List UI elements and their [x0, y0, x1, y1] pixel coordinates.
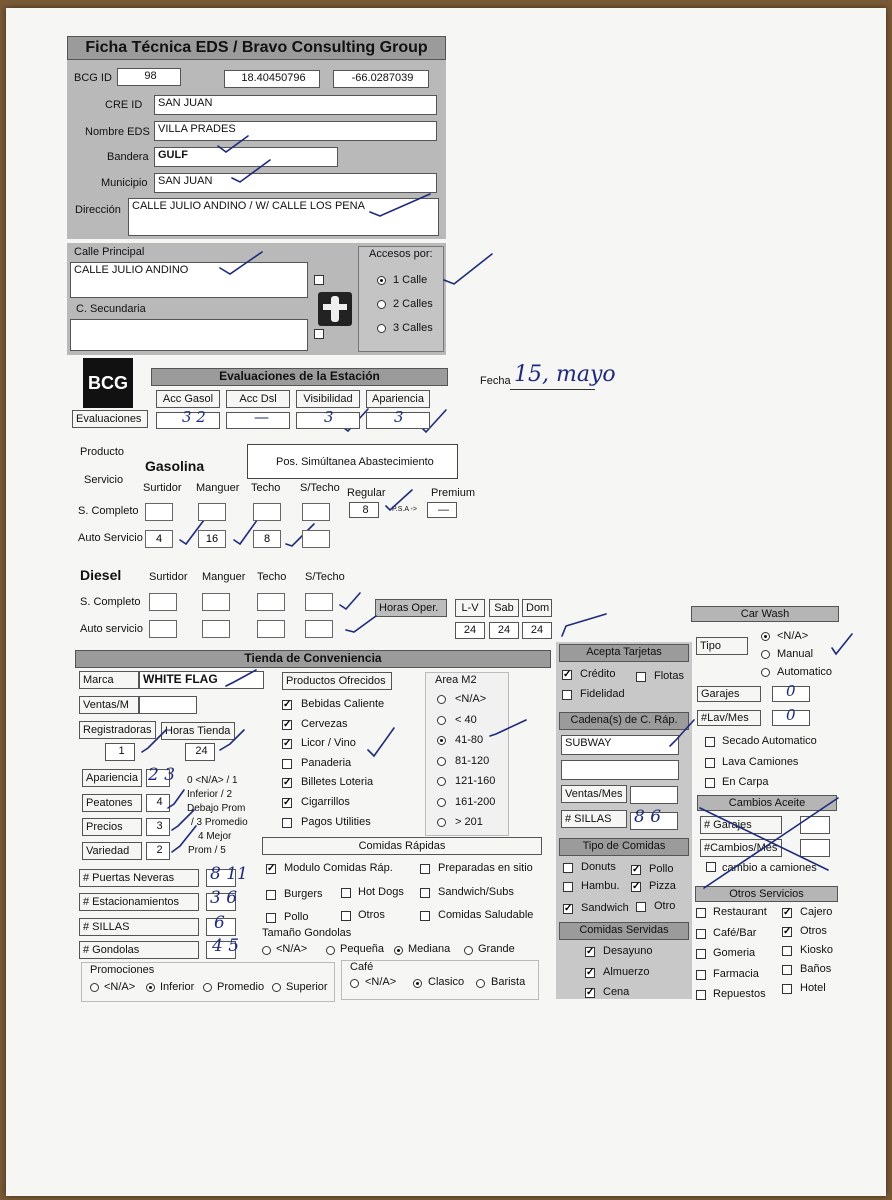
tienda-header: Tienda de Conveniencia: [75, 650, 551, 668]
bandera-label: Bandera: [107, 151, 149, 163]
scale-text-3: Debajo Prom: [187, 803, 246, 814]
scale-text-4: / 3 Promedio: [191, 817, 248, 828]
servida-label-cena: Cena: [603, 986, 630, 998]
precios-label: Precios: [82, 818, 142, 836]
tipo-comida-checkbox-sandwich[interactable]: ✓: [564, 903, 573, 914]
servida-label-desayuno: Desayuno: [603, 945, 653, 957]
puertas-neveras-label: # Puertas Neveras: [79, 869, 199, 887]
ventas-m-label: Ventas/M: [79, 696, 139, 714]
scale-text-6: Prom / 5: [188, 845, 226, 856]
area-radio-5[interactable]: [437, 777, 446, 786]
promociones-label: Promociones: [90, 964, 155, 976]
promo-option-n-a: <N/A>: [104, 981, 136, 993]
cafe-radio-barista[interactable]: [476, 979, 485, 988]
premium-label: Premium: [431, 487, 476, 499]
otros-checkbox-ba-os[interactable]: [782, 965, 792, 975]
regular-field[interactable]: 8: [349, 502, 379, 518]
promo-radio-superior[interactable]: [272, 983, 281, 992]
otros-label-otros: Otros: [800, 925, 827, 937]
car-wash-checkbox-lava-camiones[interactable]: [705, 758, 715, 768]
area-radio-3[interactable]: [437, 736, 446, 745]
accesos-radio-3[interactable]: [377, 324, 386, 333]
gas-cell-0-2[interactable]: [253, 503, 281, 521]
comida-rapida-checkbox-preparadas-en-sitio[interactable]: [420, 864, 430, 874]
comida-rapida-checkbox-otros[interactable]: [341, 911, 351, 921]
car-wash-check-label-lava-camiones: Lava Camiones: [722, 755, 799, 768]
ventas-mes-label: Ventas/Mes: [561, 785, 627, 803]
estacionamientos-label: # Estacionamientos: [79, 893, 199, 911]
area-option-3: 41-80: [455, 734, 484, 746]
otros-label-caf-bar: Café/Bar: [713, 926, 757, 939]
cambios-garajes-field[interactable]: [800, 816, 830, 834]
car-wash-tipo-radio-manual[interactable]: [761, 650, 770, 659]
producto-checkbox-bebidas-caliente[interactable]: ✓: [283, 699, 292, 710]
cambios-garajes-label: # Garajes: [700, 816, 782, 834]
tipo-comida-label-otro: Otro: [654, 900, 676, 912]
diesel-title: Diesel: [80, 567, 122, 583]
eval-col-acc-gasol: Acc Gasol: [156, 390, 220, 408]
diesel-col-techo: Techo: [257, 571, 287, 583]
promo-option-inferior: Inferior: [160, 981, 195, 993]
promo-radio-promedio[interactable]: [203, 983, 212, 992]
gasolina-title: Gasolina: [145, 458, 205, 474]
accesos-option-1: 1 Calle: [393, 274, 428, 286]
registradoras-field[interactable]: 1: [105, 743, 135, 761]
tamano-radio-mediana[interactable]: [394, 946, 403, 955]
producto-label-cervezas: Cervezas: [301, 717, 348, 730]
car-wash-checkbox-en-carpa[interactable]: [705, 778, 715, 788]
area-radio-6[interactable]: [437, 798, 446, 807]
tarjeta-checkbox-cr-dito[interactable]: ✓: [563, 669, 572, 680]
comida-rapida-checkbox-hot-dogs[interactable]: [341, 888, 351, 898]
area-radio-7[interactable]: [437, 818, 446, 827]
tamano-option-peque-a: Pequeña: [340, 943, 385, 955]
tamano-radio-peque-a[interactable]: [326, 946, 335, 955]
calle-principal-label: Calle Principal: [74, 246, 145, 258]
variedad-label: Variedad: [82, 842, 142, 860]
bandera-field[interactable]: GULF: [154, 147, 338, 167]
comida-rapida-label-hot-dogs: Hot Dogs: [358, 886, 404, 898]
tipo-comida-checkbox-hambu[interactable]: [563, 882, 573, 892]
tipo-comida-label-sandwich: Sandwich: [581, 902, 629, 914]
car-wash-check-label-secado-automatico: Secado Automatico: [722, 735, 817, 747]
comida-rapida-label-preparadas-en-sitio: Preparadas en sitio: [438, 862, 533, 874]
otros-checkbox-gomeria[interactable]: [696, 949, 706, 959]
cambio-camiones-checkbox[interactable]: [706, 862, 716, 872]
cambios-mes-label: #Cambios/Mes: [700, 839, 782, 857]
cambio-camiones-label: cambio a camiones: [722, 862, 817, 874]
otros-label-gomeria: Gomeria: [713, 947, 756, 959]
car-wash-checkbox-secado-automatico[interactable]: [705, 737, 715, 747]
otros-label-ba-os: Baños: [800, 963, 832, 975]
productos-header: Productos Ofrecidos: [282, 672, 392, 690]
dia-l-v: L-V: [455, 599, 485, 617]
servida-checkbox-desayuno[interactable]: ✓: [586, 946, 595, 957]
cadena-field-2[interactable]: [561, 760, 679, 780]
tarjeta-label-flotas: Flotas: [654, 670, 684, 682]
eval-col-apariencia: Apariencia: [366, 390, 430, 408]
gas-cell-0-0[interactable]: [145, 503, 173, 521]
cadena-sillas-label: # SILLAS: [561, 810, 627, 828]
ventas-m-field[interactable]: [139, 696, 197, 714]
diesel-row-s-completo: S. Completo: [80, 596, 141, 608]
car-wash-tipo-radio-n-a[interactable]: [761, 632, 770, 641]
bcg-id-label: BCG ID: [74, 72, 112, 84]
otros-label-restaurant: Restaurant: [713, 906, 767, 918]
calle-secundaria-field[interactable]: [70, 319, 308, 351]
gas-col-manguer: Manguer: [196, 482, 240, 494]
scale-text-2: Inferior / 2: [187, 789, 233, 800]
eval-col-visibilidad: Visibilidad: [296, 390, 360, 408]
comidas-servidas-header: Comidas Servidas: [559, 922, 689, 940]
nombre-field[interactable]: VILLA PRADES: [154, 121, 437, 141]
tamano-option-mediana: Mediana: [408, 943, 451, 955]
diesel-row-auto-servicio: Auto servicio: [80, 623, 143, 635]
gas-cell-0-1[interactable]: [198, 503, 226, 521]
accesos-option-2: 2 Calles: [393, 298, 433, 310]
latitude-field[interactable]: 18.40450796: [224, 70, 320, 88]
calle-secundaria-label: C. Secundaria: [76, 303, 146, 315]
car-wash-header: Car Wash: [691, 606, 839, 622]
precios-field[interactable]: 3: [146, 818, 170, 836]
horas-tienda-label: Horas Tienda: [161, 722, 235, 740]
area-option-1: <N/A>: [455, 693, 487, 705]
regular-label: Regular: [347, 487, 386, 499]
producto-label-bebidas-caliente: Bebidas Caliente: [301, 698, 385, 710]
eval-handwritten-apariencia: 3: [394, 408, 404, 426]
comida-rapida-checkbox-pollo[interactable]: [266, 913, 276, 923]
cafe-option-n-a: <N/A>: [365, 976, 397, 988]
peatones-label: Peatones: [82, 794, 142, 812]
estacionamientos-value: 3 6: [210, 888, 238, 908]
secundaria-checkbox[interactable]: [314, 329, 324, 339]
servicio-label: Servicio: [84, 474, 124, 486]
accesos-radio-2[interactable]: [377, 300, 386, 309]
comida-rapida-checkbox-comidas-saludable[interactable]: [420, 911, 430, 921]
gas-cell-1-1[interactable]: 16: [198, 530, 226, 548]
gondolas-value: 4 5: [212, 936, 240, 956]
producto-checkbox-billetes-loteria[interactable]: ✓: [283, 777, 292, 789]
accesos-radio-1[interactable]: [377, 276, 386, 285]
diesel-col-s-techo: S/Techo: [305, 571, 345, 583]
area-radio-1[interactable]: [437, 695, 446, 704]
fecha-label: Fecha: [480, 375, 511, 387]
horas-tienda-field[interactable]: 24: [185, 743, 215, 761]
diesel-cell-0-3[interactable]: [305, 593, 333, 611]
marca-field[interactable]: WHITE FLAG: [139, 671, 264, 689]
cafe-radio-n-a[interactable]: [350, 979, 359, 988]
eval-handwritten-visibilidad: 3: [324, 408, 334, 426]
otros-checkbox-cajero[interactable]: ✓: [783, 907, 792, 918]
eval-handwritten-acc-dsl: —: [254, 408, 269, 426]
tamano-label: Tamaño Gondolas: [262, 927, 352, 939]
comida-rapida-checkbox-modulo-comidas-r-p[interactable]: ✓: [267, 863, 276, 874]
car-wash-tipo-label: Tipo: [696, 637, 748, 655]
tipo-comida-checkbox-pollo[interactable]: ✓: [632, 864, 641, 875]
diesel-col-manguer: Manguer: [202, 571, 246, 583]
cadena-header: Cadena(s) de C. Ráp.: [559, 712, 689, 730]
evaluaciones-header: Evaluaciones de la Estación: [151, 368, 448, 386]
form-title: Ficha Técnica EDS / Bravo Consulting Group: [67, 36, 446, 60]
tarjeta-checkbox-fidelidad[interactable]: [562, 690, 572, 700]
gas-cell-1-0[interactable]: 4: [145, 530, 173, 548]
municipio-label: Municipio: [101, 177, 148, 189]
comida-rapida-label-burgers: Burgers: [284, 888, 323, 900]
diesel-cell-0-1[interactable]: [202, 593, 230, 611]
nombre-label: Nombre EDS: [85, 126, 150, 138]
lav-mes-label: #Lav/Mes: [697, 710, 761, 726]
direccion-label: Dirección: [75, 204, 121, 216]
fecha-underline: [510, 389, 595, 390]
gas-col-surtidor: Surtidor: [143, 482, 182, 494]
gas-row-auto-servicio: Auto Servicio: [78, 532, 143, 544]
eval-handwritten-acc-gasol: 3 2: [182, 408, 206, 426]
otros-checkbox-repuestos[interactable]: [696, 990, 706, 1000]
tipo-comidas-header: Tipo de Comidas: [559, 838, 689, 856]
otros-label-repuestos: Repuestos: [713, 988, 766, 1000]
comida-rapida-label-modulo-comidas-r-p: Modulo Comidas Ráp.: [284, 862, 393, 874]
diesel-cell-1-1[interactable]: [202, 620, 230, 638]
gas-col-s-techo: S/Techo: [300, 482, 340, 494]
otros-label-cajero: Cajero: [800, 906, 833, 918]
tamano-radio-grande[interactable]: [464, 946, 473, 955]
dia-sab: Sab: [489, 599, 519, 617]
tipo-comida-label-pizza: Pizza: [649, 880, 676, 892]
tienda-sillas-value: 6: [214, 913, 225, 933]
fecha-handwritten: 15, mayo: [514, 362, 616, 387]
car-wash-tipo-option-n-a: <N/A>: [777, 630, 809, 642]
area-option-4: 81-120: [455, 754, 490, 767]
car-wash-check-label-en-carpa: En Carpa: [722, 776, 769, 788]
municipio-field[interactable]: SAN JUAN: [154, 173, 437, 193]
cafe-label: Café: [350, 961, 374, 973]
otros-checkbox-restaurant[interactable]: [696, 908, 706, 918]
diesel-cell-1-0[interactable]: [149, 620, 177, 638]
apariencia-label: Apariencia: [82, 769, 142, 787]
accesos-label: Accesos por:: [369, 248, 433, 260]
diesel-col-surtidor: Surtidor: [149, 571, 188, 583]
tarjeta-label-cr-dito: Crédito: [580, 668, 616, 680]
otros-checkbox-hotel[interactable]: [782, 984, 792, 994]
tamano-radio-n-a[interactable]: [262, 946, 271, 955]
otros-checkbox-otros[interactable]: ✓: [783, 926, 792, 937]
horas-sab[interactable]: 24: [489, 622, 519, 639]
cadena-field[interactable]: SUBWAY: [561, 735, 679, 755]
promo-radio-n-a[interactable]: [90, 983, 99, 992]
area-option-6: 161-200: [455, 795, 496, 808]
area-radio-4[interactable]: [437, 757, 446, 766]
tipo-comida-label-donuts: Donuts: [581, 861, 616, 873]
bcg-id-field[interactable]: 98: [117, 68, 181, 86]
otros-label-hotel: Hotel: [800, 982, 826, 994]
direccion-field[interactable]: CALLE JULIO ANDINO / W/ CALLE LOS PENA: [128, 198, 439, 236]
servida-checkbox-almuerzo[interactable]: ✓: [586, 966, 595, 978]
cre-id-field[interactable]: SAN JUAN: [154, 95, 437, 115]
servida-checkbox-cena[interactable]: ✓: [586, 987, 595, 998]
otros-servicios-header: Otros Servicios: [695, 886, 838, 902]
cre-id-label: CRE ID: [105, 99, 143, 111]
longitude-field[interactable]: -66.0287039: [333, 70, 429, 88]
servida-label-almuerzo: Almuerzo: [603, 965, 650, 978]
pos-simultanea-label: Pos. Simúltanea Abastecimiento: [276, 456, 434, 468]
peatones-field[interactable]: 4: [146, 794, 170, 812]
area-option-5: 121-160: [455, 775, 496, 787]
otros-checkbox-farmacia[interactable]: [696, 970, 706, 980]
car-wash-tipo-radio-automatico[interactable]: [761, 668, 770, 677]
gondolas-label: # Gondolas: [79, 941, 199, 959]
diesel-cell-1-3[interactable]: [305, 620, 333, 638]
comida-rapida-label-otros: Otros: [358, 909, 385, 921]
otros-label-kiosko: Kiosko: [800, 944, 834, 956]
tipo-comida-checkbox-otro[interactable]: [636, 902, 646, 912]
promo-option-promedio: Promedio: [217, 981, 265, 993]
principal-checkbox[interactable]: [314, 275, 324, 285]
producto-label-licor-vino: Licor / Vino: [301, 737, 356, 750]
premium-field[interactable]: —: [427, 502, 457, 518]
producto-checkbox-cervezas[interactable]: ✓: [283, 718, 292, 730]
tipo-comida-checkbox-donuts[interactable]: [563, 863, 573, 873]
producto-checkbox-pagos-utilities[interactable]: [282, 818, 292, 828]
dia-dom: Dom: [522, 599, 552, 617]
producto-label-billetes-loteria: Billetes Loteria: [301, 776, 374, 789]
car-wash-tipo-option-manual: Manual: [777, 648, 814, 660]
horas-dom[interactable]: 24: [522, 622, 552, 639]
scale-text-5: 4 Mejor: [198, 831, 232, 842]
diesel-cell-0-0[interactable]: [149, 593, 177, 611]
cambios-mes-field[interactable]: [800, 839, 830, 857]
cafe-option-barista: Barista: [491, 976, 526, 988]
cadena-sillas-value: 8 6: [634, 807, 662, 827]
car-wash-tipo-option-automatico: Automatico: [777, 666, 833, 678]
horas-l-v[interactable]: 24: [455, 622, 485, 639]
otros-checkbox-caf-bar[interactable]: [696, 929, 706, 939]
diesel-cell-0-2[interactable]: [257, 593, 285, 611]
gas-col-techo: Techo: [251, 482, 281, 494]
tipo-comida-checkbox-pizza[interactable]: ✓: [632, 881, 641, 892]
otros-label-farmacia: Farmacia: [713, 967, 759, 980]
calle-principal-field[interactable]: CALLE JULIO ANDINO: [70, 262, 308, 298]
traffic-light-icon: [318, 292, 352, 326]
cambios-aceite-header: Cambios Aceite: [697, 795, 837, 811]
producto-label-pagos-utilities: Pagos Utilities: [301, 815, 371, 828]
accesos-option-3: 3 Calles: [393, 322, 433, 334]
area-option-7: > 201: [455, 816, 483, 828]
cafe-option-clasico: Clasico: [428, 976, 465, 988]
producto-checkbox-licor-vino[interactable]: ✓: [283, 738, 292, 750]
gas-cell-1-2[interactable]: 8: [253, 530, 281, 548]
comida-rapida-label-comidas-saludable: Comidas Saludable: [438, 909, 534, 921]
producto-checkbox-cigarrillos[interactable]: ✓: [283, 797, 292, 808]
tienda-sillas-label: # SILLAS: [79, 918, 199, 936]
otros-checkbox-kiosko[interactable]: [782, 946, 792, 956]
area-radio-2[interactable]: [437, 716, 446, 725]
area-label: Area M2: [435, 674, 477, 686]
comida-rapida-label-sandwich-subs: Sandwich/Subs: [438, 886, 514, 898]
diesel-cell-1-2[interactable]: [257, 620, 285, 638]
tamano-option-n-a: <N/A>: [276, 943, 308, 955]
car-wash-garajes-label: Garajes: [697, 686, 761, 702]
tarjeta-checkbox-flotas[interactable]: [636, 672, 646, 682]
psa-arrow: P.S.A ->: [392, 506, 417, 513]
tipo-comida-label-hambu: Hambu.: [581, 880, 620, 892]
area-option-2: < 40: [455, 713, 477, 726]
eval-col-acc-dsl: Acc Dsl: [226, 390, 290, 408]
comida-rapida-checkbox-burgers[interactable]: [266, 890, 276, 900]
apariencia-value: 2 3: [148, 765, 176, 785]
producto-label-cigarrillos: Cigarrillos: [301, 796, 350, 808]
registradoras-label: Registradoras: [79, 721, 156, 739]
producto-label-panaderia: Panaderia: [301, 756, 352, 769]
promo-radio-inferior[interactable]: [146, 983, 155, 992]
marca-label: Marca: [79, 671, 139, 689]
gas-cell-1-3[interactable]: [302, 530, 330, 548]
scale-text-1: 0 <N/A> / 1: [187, 775, 238, 786]
producto-label: Producto: [80, 446, 125, 458]
tipo-comida-label-pollo: Pollo: [649, 863, 674, 875]
producto-checkbox-panaderia[interactable]: [282, 759, 292, 769]
variedad-field[interactable]: 2: [146, 842, 170, 860]
lav-mes-value: 0: [786, 706, 796, 724]
cafe-radio-clasico[interactable]: [413, 979, 422, 988]
promo-option-superior: Superior: [286, 981, 328, 993]
horas-oper-label: Horas Oper.: [375, 599, 447, 617]
tarjetas-header: Acepta Tarjetas: [559, 644, 689, 662]
comida-rapida-label-pollo: Pollo: [284, 911, 309, 923]
tamano-option-grande: Grande: [478, 943, 515, 955]
gas-row-s-completo: S. Completo: [78, 505, 139, 517]
bcg-logo: BCG: [83, 358, 133, 408]
gas-cell-0-3[interactable]: [302, 503, 330, 521]
tarjeta-label-fidelidad: Fidelidad: [580, 688, 625, 700]
evaluaciones-label: Evaluaciones: [72, 410, 148, 428]
comidas-rapidas-header: Comidas Rápidas: [262, 837, 542, 855]
comida-rapida-checkbox-sandwich-subs[interactable]: [420, 888, 430, 898]
ventas-mes-field[interactable]: [630, 786, 678, 804]
puertas-neveras-value: 8 11: [210, 864, 248, 884]
car-wash-garajes-value: 0: [786, 682, 796, 700]
